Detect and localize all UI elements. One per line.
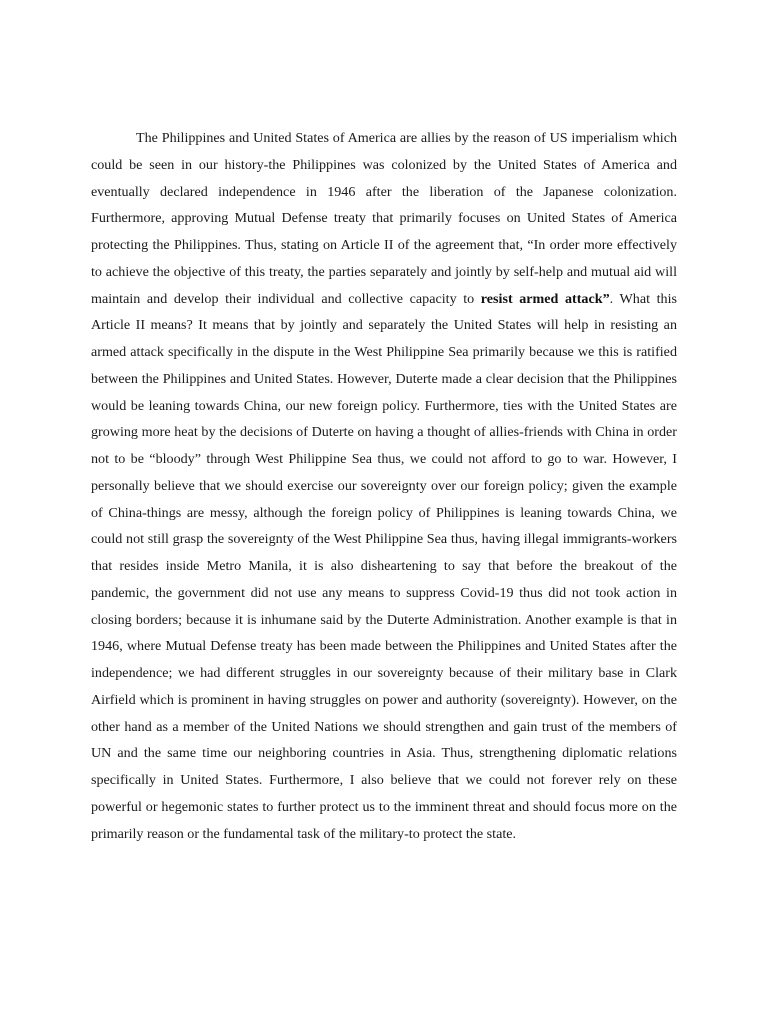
essay-paragraph: [91, 125, 677, 847]
paragraph-text-part-2: . What this Article II means? It means that by jointly and separately the United States will help in resisting an armed attack specifically in the dispute in the West Philippine Sea primarily because we this is ratified between the Philippines and United States. However, Duterte made a clear decision that the Philippines would be leaning towards China, our new foreign policy. Furthermore, ties with the United States are growing more heat by the decisions of Duterte on having a thought of allies-friends with China in order not to be “bloody” through West Philippine Sea thus, we could not afford to go to war. However, I personally believe that we should exercise our sovereignty over our foreign policy; given the example of China-things are messy, although the foreign policy of Philippines is leaning towards China, we could not still grasp the sovereignty of the West Philippine Sea thus, having illegal immigrants-workers that resides inside Metro Manila, it is also disheartening to say that before the breakout of the pandemic, the government did not use any means to suppress Covid-19 thus did not took action in closing borders; because it is inhumane said by the Duterte Administration. Another example is that in 1946, where Mutual Defense treaty has been made between the Philippines and United States after the independence; we had different struggles in our sovereignty because of their military base in Clark Airfield which is prominent in having struggles on power and authority (sovereignty). However, on the other hand as a member of the United Nations we should strengthen and gain trust of the members of UN and the same time our neighboring countries in Asia. Thus, strengthening diplomatic relations specifically in United States. Furthermore, I also believe that we could not forever rely on these powerful or hegemonic states to further protect us to the imminent threat and should focus more on the primarily reason or the fundamental task of the military-to protect the state.: [91, 290, 677, 842]
emphasized-quote-ending: resist armed attack”: [480, 290, 610, 307]
paragraph-text-part-1: The Philippines and United States of America are allies by the reason of US imperialism which could be seen in our history-the Philippines was colonized by the United States of America and eventually declared independence in 1946 after the liberation of the Japanese colonization. Furthermore, approving Mutual Defense treaty that primarily focuses on United States of America protecting the Philippines. Thus, stating on Article II of the agreement that, “In order more effectively to achieve the objective of this treaty, the parties separately and jointly by self-help and mutual aid will maintain and develop their individual and collective capacity to: [91, 130, 677, 307]
